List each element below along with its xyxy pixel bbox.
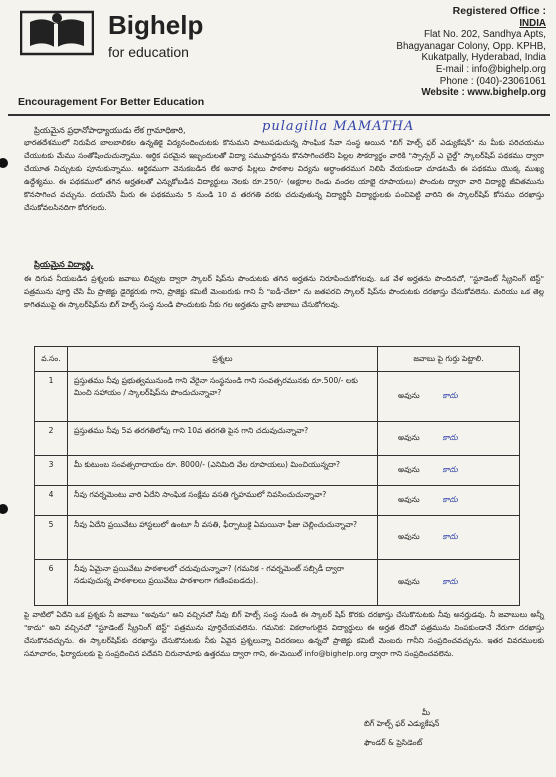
table-row — [35, 516, 520, 560]
sign-organization: బిగ్ హెల్ప్ ఫర్ ఎడ్యుకేషన్ — [364, 719, 440, 728]
office-line: Flat No. 202, Sandhya Apts, — [424, 29, 546, 41]
question-text: ప్రస్తుతము నీవు 5వ తరగతిలోపు గాని 10వ తరగతి పైన గాని చదువుచున్నావా? — [68, 422, 378, 456]
answer-options — [378, 372, 520, 422]
handwritten-student-name: pulagilla MAMATHA — [262, 119, 415, 134]
answer-yes[interactable]: అవును — [398, 577, 420, 586]
header-divider — [8, 114, 550, 116]
answer-options — [378, 560, 520, 606]
answer-options — [378, 516, 520, 560]
bighelp-logo-icon — [20, 8, 94, 56]
office-phone: Phone : (040)-23061061 — [439, 75, 546, 87]
office-country: INDIA — [519, 17, 546, 29]
greeting-headmaster: ప్రియమైన ప్రధానోపాధ్యాయుడు లేక గ్రామాధికారి, — [34, 125, 186, 135]
question-text: నీవు గవర్నమెంటు వారి ఏదేని సాంఘిక సంక్షేమ వసతి గృహములో నివసించుచున్నావా? — [68, 486, 378, 516]
row-number: 5 — [35, 516, 68, 560]
answer-no[interactable]: కాదు — [442, 391, 458, 400]
question-text: ప్రస్తుతము నీవు ప్రభుత్వమునుండి గాని వేరైనా సంస్థనుండి గాని సంవత్సరమునకు రూ.500/- లకు మించి సహాయం / స్కాలర్‌షిప్‌ను పొందుచున్నావా? — [68, 372, 378, 422]
answer-no[interactable]: కాదు — [442, 433, 458, 442]
table-header-row — [35, 347, 520, 372]
question-text: మీ కుటుంబ సంవత్సరాదాయం రూ. 8000/- (ఎనిమిది వేల రూపాయలు) మించియున్నదా? — [68, 456, 378, 486]
table-row — [35, 456, 520, 486]
answer-no[interactable]: కాదు — [442, 577, 458, 586]
signature-block — [364, 708, 439, 730]
answer-options — [378, 456, 520, 486]
answer-no[interactable]: కాదు — [442, 532, 458, 541]
answer-yes[interactable]: అవును — [398, 532, 420, 541]
table-row — [35, 560, 520, 606]
instructions-paragraph: ఈ దిగువ నీయబడిన ప్రశ్నలకు జవాబు లివ్వుట ద్వారా స్కాలర్ షిప్‌ను పొందుటకు తగిన అర్హతను నిరూపించుకోగలవు. ఒక వేళ అర్హతను పొందినచో, "స్టూడెంట్ స్క్రీనింగ్ టెస్ట్" పత్రమును పూర్తి చేసి మీ ప్రాజెక్టు డైరెక్టరుకు గాని, ప్రాజెక్టు కమిటీ మెంబరుకు గాని నీ "ఐడీ-చేటా" ను జతపరచి స్కాలర్ షిప్‌ను పొందుటకు దరఖాస్తు చేసుకోవలెను. మరియు ఒక తెల్ల కాగితముపై ఈ స్కాలర్‌షిప్‌ను బిగ్ హెల్ప్ సంస్థ నుండి పొందుటకు నీకు గల అర్హతను వ్రాసి జుబాబు చేసుకోగలవు. — [24, 274, 544, 309]
answer-yes[interactable]: అవును — [398, 495, 420, 504]
punch-hole-top — [0, 158, 8, 168]
table-row — [35, 372, 520, 422]
table-row — [35, 422, 520, 456]
header-questions: ప్రశ్నలు — [68, 347, 378, 372]
office-line: Kukatpally, Hyderabad, India — [421, 52, 546, 64]
closing-paragraph: పై వాటిలో ఏదేని ఒక ప్రశ్నకు నీ జవాబు "అవును" అని వచ్చినచో నీవు బిగ్ హెల్ప్ సంస్థ నుండి ఈ స్కాలర్ షిప్ కొరకు దరఖాస్తు చేసుకొనుటకు నీవు అనర్హుడవు. నీ జవాబులు అన్నీ "కాదు" అని వచ్చినచో "స్టూడెంట్ స్క్రీనింగ్ టెస్ట్" పత్రమును పూర్తిచేయవలెను. గమనిక: వికలాంగులైన విద్యార్థులు ఈ అర్హత లేనిచో పత్రమును నింపకుండానే నేరుగా దరఖాస్తు చేసుకొనవచ్చును. ఈ స్కాలర్‌షిప్‌కు దరఖాస్తు చేసుకొనుటకు నీకు ఏవైన ప్రశ్నలున్నా విదరణలు ఉన్నచో ప్రాజెక్టు కమిటీ మెంబరు గానీని సంప్రదించవచ్చును. ఇతర వివరములకు సమాచారం, ఫిర్యాదులకు పై సంప్రదించిన పదేవని చిరునామాకు ఉత్తరము ద్వారా గాని, ఈ-మెయిల్ info@bighelp.org ద్వారా గాని సంప్రదించవలెను. — [24, 610, 544, 658]
answer-no[interactable]: కాదు — [442, 465, 458, 474]
eligibility-questions-table — [34, 346, 520, 606]
question-text: నీవు ఏదేని ప్రయివేటు హాస్టలులో ఉంటూ నీ వసతి, ఫీర్పాటుకై ఏమయినా ఫీజు చెల్లించుచున్నావా? — [68, 516, 378, 560]
question-text: నీవు ఏమైనా ప్రయివేటు పాఠశాలలో చదువుచున్నావా? (గమనిక - గవర్నమెంట్ సబ్సిడీ ద్వారా నడుపుచున్న పాఠశాలలు ప్రయివేటు పాఠశాలగా గణింపబడదు). — [68, 560, 378, 606]
office-website: Website : www.bighelp.org — [421, 87, 546, 99]
row-number: 1 — [35, 372, 68, 422]
row-number: 6 — [35, 560, 68, 606]
answer-options — [378, 486, 520, 516]
sign-salutation: మీ — [422, 708, 431, 717]
intro-paragraph: భారతదేశములో నిరుపేద బాలబాలికల ఉన్నతికై విద్యనందించుటకు కొనుమని పాటుపడుచున్న సాంఘిక సేవా సంస్థ అయిన "బిగ్ హెల్ప్ ఫర్ ఎడ్యుకేషన్" ను మీకు పరిచయము చేయుటకు మేము సంతోషించుచున్నాము. ఆర్థిక పరమైన ఇబ్బందులతో విద్యా సముపార్జనను కొనసాగించలేని పిల్లల సౌకర్యార్థం వారికి "స్పాన్సర్ ఎ చైల్డ్" స్కాలర్‌షిప్ పథకము ద్వారా చేయూత నిచ్చుటకు పూనుకున్నాము. ఆర్థికముగా వెనుకబడిన లేక అనాథ పిల్లలు పాఠశాల విద్యను అర్థాంతరముగ నిలిపి వేయకుండా చూడటమే ఈ పథకము యొక్క ముఖ్య ఉద్దేశ్యము. ఈ పథకములో తగిన అర్హతలతో ఎన్నుకోబడిన విద్యార్థులు నెలకు రూ.250/- (అక్షరాల రెండు వందల యాభై రూపాయలు) పొందుట ద్వారా వారి విద్యార్థి జీవితమును కొనసాగించ వచ్చును. దయచేసి మీరు ఈ పథకమును 5 నుండి 10 వ తరగతి వరకు చదువుతున్న విద్యార్థినీ విద్యార్థులకు పంచిపెట్టి వారిని ఈ స్కాలర్‌షిప్ కోసము దరఖాస్తు చేసుకోవలసినదిగా కోరగలరు. — [24, 138, 544, 212]
tagline: Encouragement For Better Education — [18, 96, 205, 108]
office-line: Bhagyanagar Colony, Opp. KPHB, — [396, 40, 546, 52]
brand-subtitle: for education — [108, 44, 189, 60]
answer-yes[interactable]: అవును — [398, 433, 420, 442]
greeting-student: ప్రియమైన విద్యార్థి, — [34, 259, 94, 269]
table-row — [35, 486, 520, 516]
office-title: Registered Office : — [452, 5, 546, 17]
punch-hole-bottom — [0, 504, 8, 514]
office-email: E-mail : info@bighelp.org — [435, 63, 546, 75]
registered-office-block — [396, 6, 546, 99]
row-number: 4 — [35, 486, 68, 516]
answer-yes[interactable]: అవును — [398, 391, 420, 400]
row-number: 3 — [35, 456, 68, 486]
answer-yes[interactable]: అవును — [398, 465, 420, 474]
header-serial: వ.సం. — [35, 347, 68, 372]
brand-name: Bighelp — [108, 10, 204, 40]
row-number: 2 — [35, 422, 68, 456]
sign-title: ఫౌండర్ & ప్రెసిడెంట్ — [364, 738, 423, 747]
header-answer: జవాబు పై గుర్తు పెట్టాలి. — [378, 347, 520, 372]
answer-no[interactable]: కాదు — [442, 495, 458, 504]
answer-options — [378, 422, 520, 456]
